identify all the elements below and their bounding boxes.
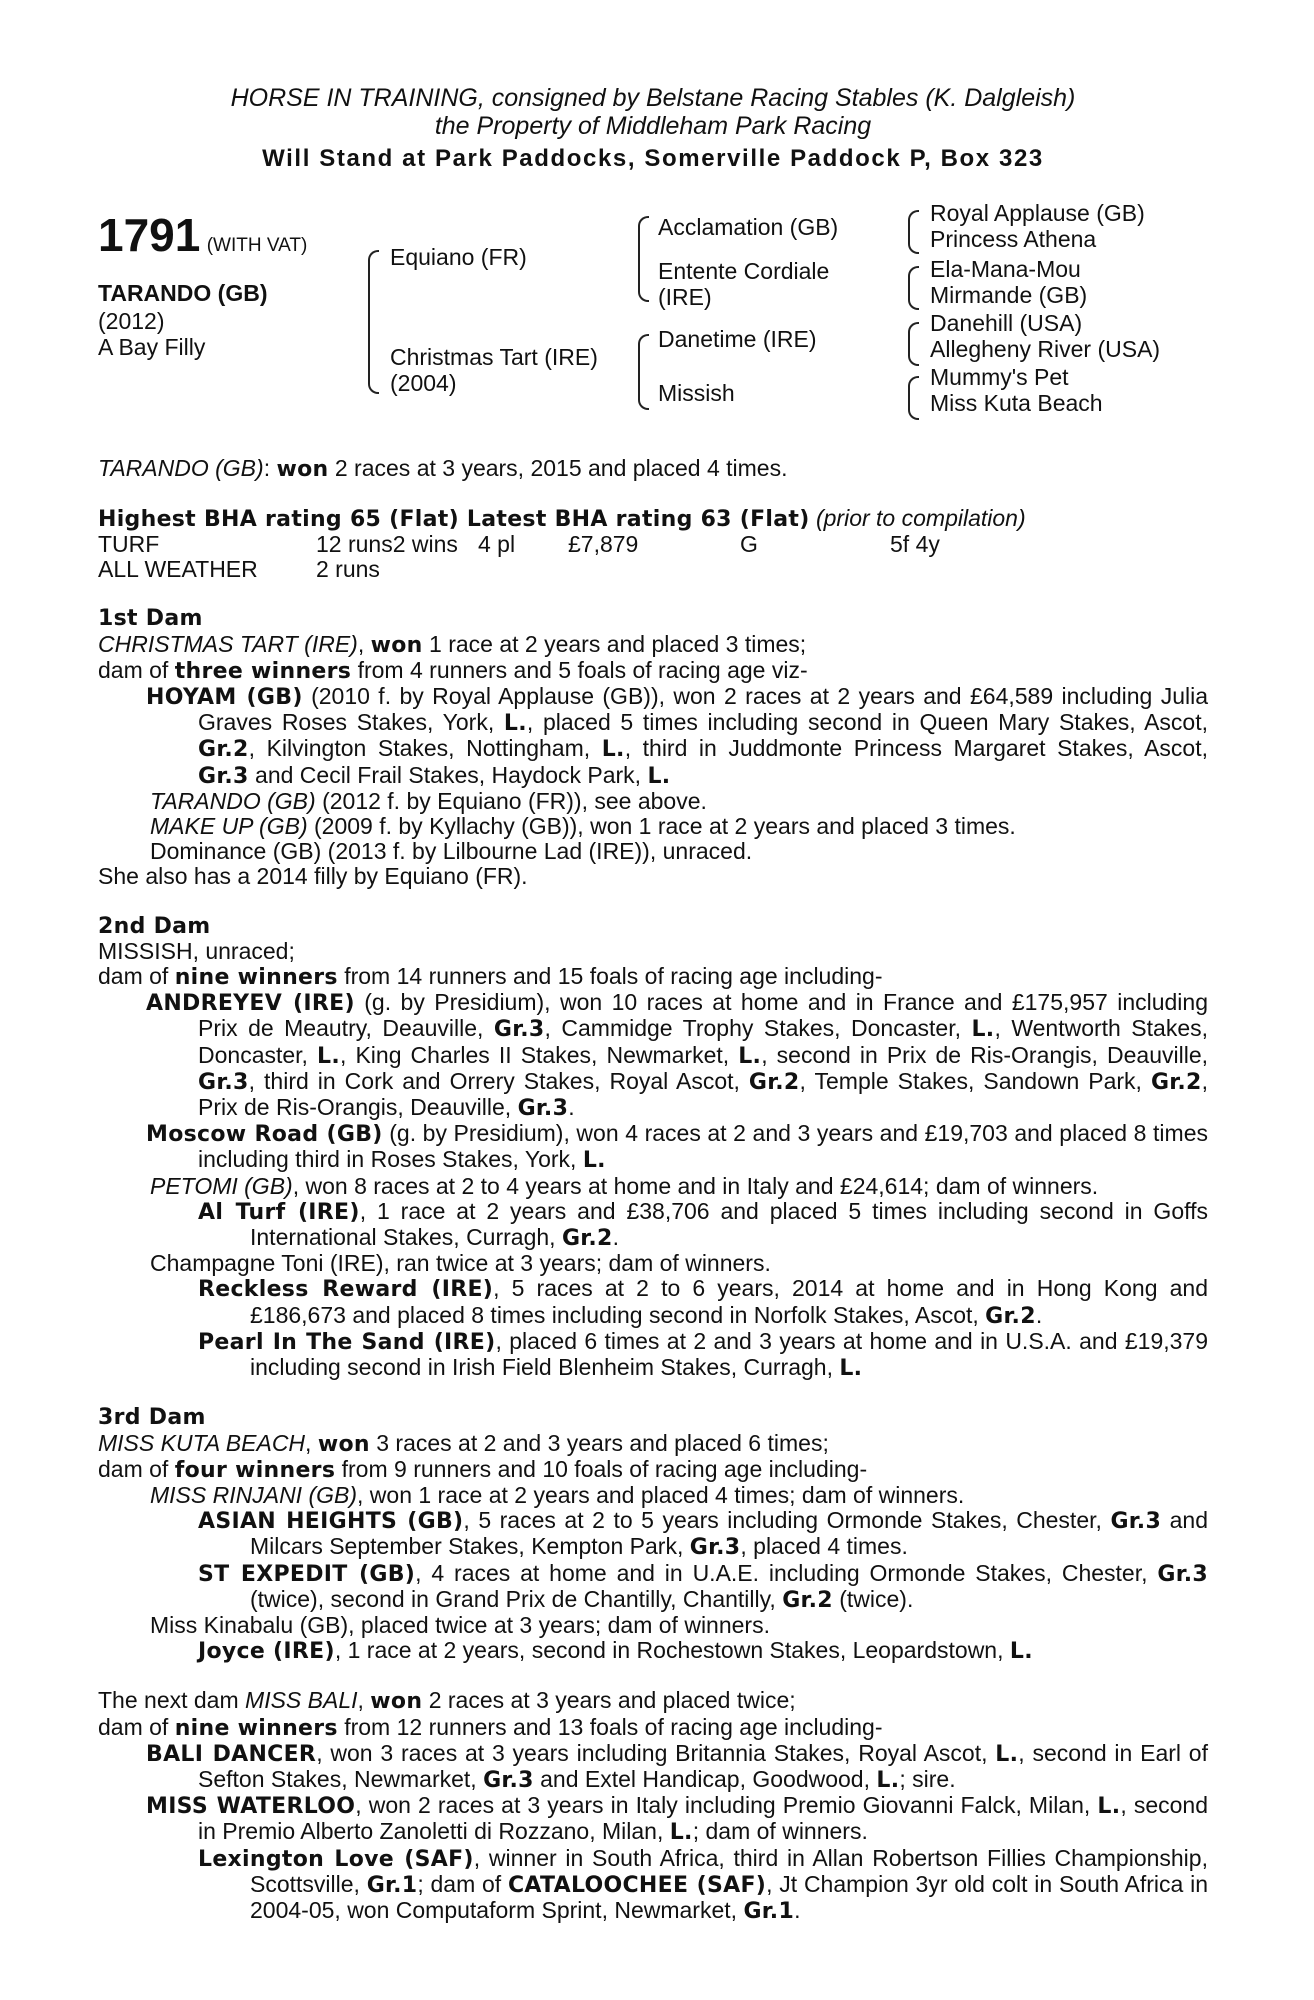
dam-dam: Missish [658, 380, 735, 406]
sire-sire-dam: Princess Athena [930, 226, 1097, 252]
sire-dam-country: (IRE) [658, 284, 712, 310]
progeny-asian-heights: ASIAN HEIGHTS (GB), 5 races at 2 to 5 years including Ormonde Stakes, Chester, Gr.3 and Milcars September Stakes, Kempton Park, Gr.3, placed 4 times. [198, 1507, 1208, 1561]
bha-rating: Highest BHA rating 65 (Flat) Latest BHA rating 63 (Flat) (prior to compilation) [98, 505, 1026, 533]
sire-sire-sire: Royal Applause (GB) [930, 200, 1145, 226]
foal-note: She also has a 2014 filly by Equiano (FR). [98, 863, 528, 890]
second-dam-section: 2nd Dam MISSISH, unraced; dam of nine winners from 14 runners and 15 foals of racing age including- ANDREYEV (IRE) (g. by Presidium), won 10 races at home and in France and £175,957 including Prix de Meautry, Deauville, Gr.3, Cammidge Trophy Stakes, Doncaster, L., Wentworth Stakes, Doncaster, L., King Charles II Stakes, Newmarket, L., second in Prix de Ris-Orangis, Deauville, Gr.3, third in Cork and Orrery Stakes, Royal Ascot, Gr.2, Temple Stakes, Sandown Park, Gr.2, Prix de Ris-Orangis, Deauville, Gr.3. Moscow Road (GB) (g. by Presidium), won 4 races at 2 and 3 years and £19,703 and placed 8 times including third in Roses Stakes, York, L. PETOMI (GB), won 8 races at 2 to 4 years at home and in Italy and £24,614; dam of winners. Al Turf (IRE), 1 race at 2 years and £38,706 and placed 5 times including second in Goffs International Stakes, Curragh, Gr.2. Champagne Toni (IRE), ran twice at 3 years; dam of winners. Reckless Reward (IRE), 5 races at 2 to 6 years, 2014 at home and in Hong Kong and £186,673 and placed 8 times including second in Norfolk Stakes, Ascot, Gr.2. Pearl In The Sand (IRE), placed 6 times at 2 and 3 years at home and in U.S.A. and £19,379 including second in Irish Field Blenheim Stakes, Curragh, L. [98, 913, 1209, 1382]
pedigree-block [98, 200, 1208, 456]
progeny-reckless-reward: Reckless Reward (IRE), 5 races at 2 to 6 years, 2014 at home and in Hong Kong and £186,673 and placed 8 times including second in Norfolk Stakes, Ascot, Gr.2. [198, 1275, 1208, 1329]
progeny-pearl-in-the-sand: Pearl In The Sand (IRE), placed 6 times at 2 and 3 years at home and in U.S.A. and £19,379 including second in Irish Field Blenheim Stakes, Curragh, L. [198, 1327, 1208, 1382]
first-dam-section: 1st Dam CHRISTMAS TART (IRE), won 1 race at 2 years and placed 3 times; dam of three winners from 4 runners and 5 foals of racing age viz- HOYAM (GB) (2010 f. by Royal Applause (GB)), won 2 races at 2 years and £64,589 including Julia Graves Roses Stakes, York, L., placed 5 times including second in Queen Mary Stakes, Ascot, Gr.2, Kilvington Stakes, Nottingham, L., third in Juddmonte Princess Margaret Stakes, Ascot, Gr.3 and Cecil Frail Stakes, Haydock Park, L. TARANDO (GB) (2012 f. by Equiano (FR)), see above. MAKE UP (GB) (2009 f. by Kyllachy (GB)), won 1 race at 2 years and placed 3 times. Dominance (GB) (2013 f. by Lilbourne Lad (IRE)), unraced. She also has a 2014 filly by Equiano (FR). [98, 606, 1209, 890]
sire-dam-dam: Mirmande (GB) [930, 282, 1088, 308]
lot-heading [98, 210, 307, 271]
progeny-lexington-love: Lexington Love (SAF), winner in South Africa, third in Allan Robertson Fillies Championship, Scottsville, Gr.1; dam of CATALOOCHEE (SAF), Jt Champion 3yr old colt in South Africa in 2004-05, won Computaform Sprint, Newmarket, Gr.1. [198, 1844, 1208, 1924]
lot-number: 1791 [98, 209, 201, 261]
sire-name: Equiano (FR) [390, 244, 527, 270]
horse-year: (2012) [98, 308, 165, 334]
progeny-miss-waterloo: MISS WATERLOO, won 2 races at 3 years in Italy including Premio Giovanni Falck, Milan, L., second in Premio Alberto Zanoletti di Rozzano, Milan, L.; dam of winners. [146, 1792, 1208, 1846]
progeny-petomi: PETOMI (GB), won 8 races at 2 to 4 years at home and in Italy and £24,614; dam of winners. [150, 1172, 1099, 1199]
foal-make-up: MAKE UP (GB) (2009 f. by Kyllachy (GB)), won 1 race at 2 years and placed 3 times. [150, 813, 1016, 840]
sire-dam-sire: Ela-Mana-Mou [930, 256, 1081, 282]
horse-description: A Bay Filly [98, 334, 206, 360]
foal-tarando: TARANDO (GB) (2012 f. by Equiano (FR)), see above. [150, 787, 707, 814]
second-dam-heading: 2nd Dam [98, 913, 211, 939]
sire-dam: Entente Cordiale [658, 258, 830, 284]
vat-note: (WITH VAT) [206, 235, 308, 256]
dam-dam-dam: Miss Kuta Beach [930, 390, 1103, 416]
foal-hoyam: HOYAM (GB) (2010 f. by Royal Applause (GB)), won 2 races at 2 years and £64,589 including Julia Graves Roses Stakes, York, L., placed 5 times including second in Queen Mary Stakes, Ascot, Gr.2, Kilvington Stakes, Nottingham, L., third in Juddmonte Princess Margaret Stakes, Ascot, Gr.3 and Cecil Frail Stakes, Haydock Park, L. [146, 683, 1209, 789]
dam-sire: Danetime (IRE) [658, 326, 817, 352]
brace-3-4 [908, 376, 919, 420]
third-dam-heading: 3rd Dam [98, 1405, 206, 1431]
sire-line-brace [638, 216, 649, 302]
progeny-joyce: Joyce (IRE), 1 race at 2 years, second in Rochestown Stakes, Leopardstown, L. [198, 1637, 1033, 1665]
brace-3-3 [908, 322, 919, 366]
sire-sire: Acclamation (GB) [658, 214, 839, 240]
race-summary: TARANDO (GB): won 2 races at 3 years, 2015 and placed 4 times. [98, 455, 788, 482]
dam-name: Christmas Tart (IRE) [390, 344, 598, 370]
dam-year: (2004) [390, 370, 457, 396]
brace-3-2 [908, 266, 919, 310]
catalogue-page [98, 84, 1208, 1924]
racing-record [98, 506, 1208, 582]
property-line: the Property of Middleham Park Racing [434, 112, 872, 140]
next-dam-section: The next dam MISS BALI, won 2 races at 3 years and placed twice; dam of nine winners from 12 runners and 13 foals of racing age including- BALI DANCER, won 3 races at 3 years including Britannia Stakes, Royal Ascot, L., second in Earl of Sefton Stakes, Newmarket, Gr.3 and Extel Handicap, Goodwood, L.; sire. MISS WATERLOO, won 2 races at 3 years in Italy including Premio Giovanni Falck, Milan, L., second in Premio Alberto Zanoletti di Rozzano, Milan, L.; dam of winners. Lexington Love (SAF), winner in South Africa, third in Allan Robertson Fillies Championship, Scottsville, Gr.1; dam of CATALOOCHEE (SAF), Jt Champion 3yr old colt in South Africa in 2004-05, won Computaform Sprint, Newmarket, Gr.1. [98, 1687, 1208, 1924]
dam-sire-sire: Danehill (USA) [930, 310, 1083, 336]
brace-3-1 [908, 210, 919, 254]
first-dam-heading: 1st Dam [98, 606, 203, 632]
progeny-al-turf: Al Turf (IRE), 1 race at 2 years and £38,706 and placed 5 times including second in Goffs International Stakes, Curragh, Gr.2. [198, 1197, 1208, 1252]
first-generation-brace [368, 250, 379, 394]
location-line: Will Stand at Park Paddocks, Somerville Paddock P, Box 323 [262, 145, 1044, 172]
consignor-line: HORSE IN TRAINING, consigned by Belstane Racing Stables (K. Dalgleish) [230, 84, 1076, 112]
dam-sire-dam: Allegheny River (USA) [930, 336, 1161, 362]
third-dam-section: 3rd Dam MISS KUTA BEACH, won 3 races at 2 and 3 years and placed 6 times; dam of four winners from 9 runners and 10 foals of racing age including- MISS RINJANI (GB), won 1 race at 2 years and placed 4 times; dam of winners. ASIAN HEIGHTS (GB), 5 races at 2 to 5 years including Ormonde Stakes, Chester, Gr.3 and Milcars September Stakes, Kempton Park, Gr.3, placed 4 times. ST EXPEDIT (GB), 4 races at home and in U.A.E. including Ormonde Stakes, Chester, Gr.3 (twice), second in Grand Prix de Chantilly, Chantilly, Gr.2 (twice). Miss Kinabalu (GB), placed twice at 3 years; dam of winners. Joyce (IRE), 1 race at 2 years, second in Rochestown Stakes, Leopardstown, L. [98, 1405, 1208, 1665]
progeny-st-expedit: ST EXPEDIT (GB), 4 races at home and in U.A.E. including Ormonde Stakes, Chester, Gr.3 (twice), second in Grand Prix de Chantilly, Chantilly, Gr.2 (twice). [198, 1559, 1208, 1613]
progeny-champagne-toni: Champagne Toni (IRE), ran twice at 3 years; dam of winners. [150, 1250, 771, 1277]
horse-name: TARANDO (GB) [98, 280, 268, 306]
progeny-andreyev: ANDREYEV (IRE) (g. by Presidium), won 10 races at home and in France and £175,957 including Prix de Meautry, Deauville, Gr.3, Cammidge Trophy Stakes, Doncaster, L., Wentworth Stakes, Doncaster, L., King Charles II Stakes, Newmarket, L., second in Prix de Ris-Orangis, Deauville, Gr.3, third in Cork and Orrery Stakes, Royal Ascot, Gr.2, Temple Stakes, Sandown Park, Gr.2, Prix de Ris-Orangis, Deauville, Gr.3. [146, 989, 1209, 1122]
racing-table: TURF 12 runs2 wins 4 pl £7,879 G 5f 4y ALL WEATHER 2 runs [98, 531, 940, 583]
progeny-miss-kinabalu: Miss Kinabalu (GB), placed twice at 3 years; dam of winners. [150, 1611, 770, 1638]
dam-dam-sire: Mummy's Pet [930, 364, 1069, 390]
dam-line-brace [638, 334, 649, 410]
foal-dominance: Dominance (GB) (2013 f. by Lilbourne Lad (IRE)), unraced. [150, 838, 753, 865]
progeny-miss-rinjani: MISS RINJANI (GB), won 1 race at 2 years and placed 4 times; dam of winners. [150, 1481, 965, 1508]
progeny-bali-dancer: BALI DANCER, won 3 races at 3 years including Britannia Stakes, Royal Ascot, L., second in Earl of Sefton Stakes, Newmarket, Gr.3 and Extel Handicap, Goodwood, L.; sire. [146, 1739, 1208, 1793]
progeny-moscow-road: Moscow Road (GB) (g. by Presidium), won 4 races at 2 and 3 years and £19,703 and placed 8 times including third in Roses Stakes, York, L. [146, 1120, 1208, 1174]
